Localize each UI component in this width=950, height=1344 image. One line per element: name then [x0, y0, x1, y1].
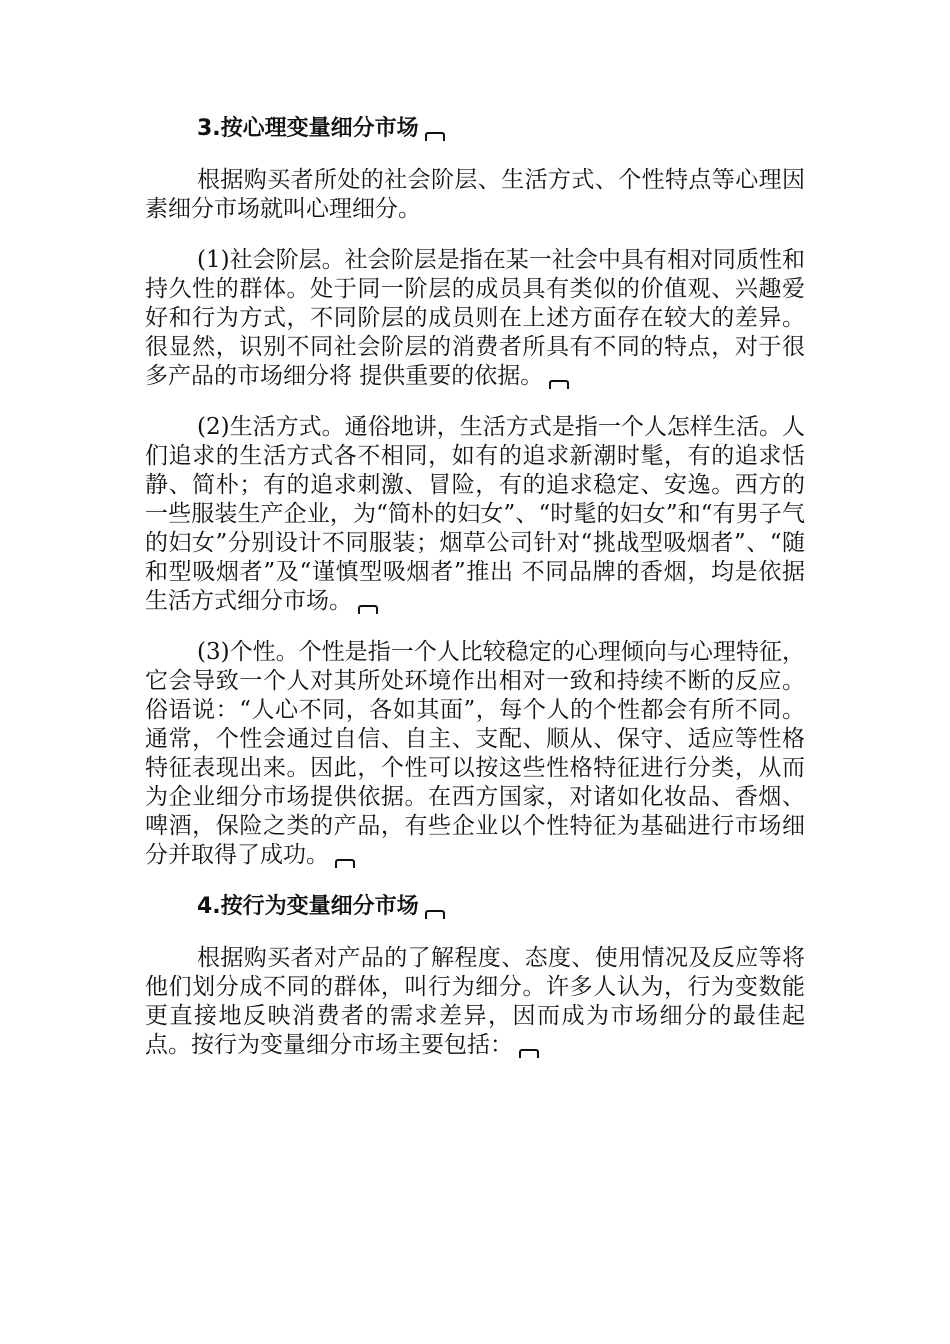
section-heading-behavioral [145, 892, 805, 922]
heading-text: 4.按行为变量细分市场 [197, 894, 419, 919]
heading-text: 3.按心理变量细分市场 [197, 116, 419, 141]
paragraph-text: 根据购买者对产品的了解程度、态度、使用情况及反应等将他们划分成不同的群体，叫行为细分。许多人认为，行为变数能更直接地反映消费者的需求差异，因而成为市场细分的最佳起点。按行为变量细分市场主要包括： [145, 945, 805, 1058]
paragraph-text: (3)个性。个性是指一个人比较稳定的心理倾向与心理特征，它会导致一个人对其所处环境作出相对一致和持续不断的反应。俗语说：“人心不同，各如其面”，每个人的个性都会有所不同。通常，个性会通过自信、自主、支配、顺从、保守、适应等性格特征表现出来。因此，个性可以按这些性格特征进行分类，从而为企业细分市场提供依据。在西方国家，对诸如化妆品、香烟、啤酒，保险之类的产品，有些企业以个性特征为基础进行市场细分并取得了成功。 [145, 639, 805, 868]
paragraph-mark-icon [425, 910, 445, 919]
paragraph-mark-icon [519, 1049, 539, 1058]
paragraph-mark-icon [425, 132, 445, 141]
paragraph-social-class [145, 246, 805, 391]
section-heading-psychographic [145, 114, 805, 144]
paragraph-intro-psychographic: 根据购买者所处的社会阶层、生活方式、个性特点等心理因素细分市场就叫心理细分。 [145, 167, 805, 222]
paragraph-mark-icon [335, 859, 355, 868]
paragraph-text: (2)生活方式。通俗地讲，生活方式是指一个人怎样生活。人们追求的生活方式各不相同，如有的追求新潮时髦，有的追求恬静、简朴；有的追求刺激、冒险，有的追求稳定、安逸。西方的一些服装生产企业，为“简朴的妇女”、“时髦的妇女”和“有男子气的妇女”分别设计不同服装；烟草公司针对“挑战型吸烟者”、“随和型吸烟者”及“谨慎型吸烟者”推出 不同品牌的香烟，均是依据生活方式细分市场。 [145, 414, 805, 614]
paragraph-text: (1)社会阶层。社会阶层是指在某一社会中具有相对同质性和持久性的群体。处于同一阶层的成员具有类似的价值观、兴趣爱好和行为方式，不同阶层的成员则在上述方面存在较大的差异。很显然，识别不同社会阶层的消费者所具有不同的特点，对于很多产品的市场细分将 提供重要的依据。 [145, 247, 805, 389]
paragraph-lifestyle [145, 413, 805, 616]
paragraph-intro-behavioral [145, 944, 805, 1060]
paragraph-mark-icon [358, 605, 378, 614]
paragraph-personality [145, 638, 805, 870]
document-page [145, 114, 805, 1082]
paragraph-mark-icon [549, 380, 569, 389]
